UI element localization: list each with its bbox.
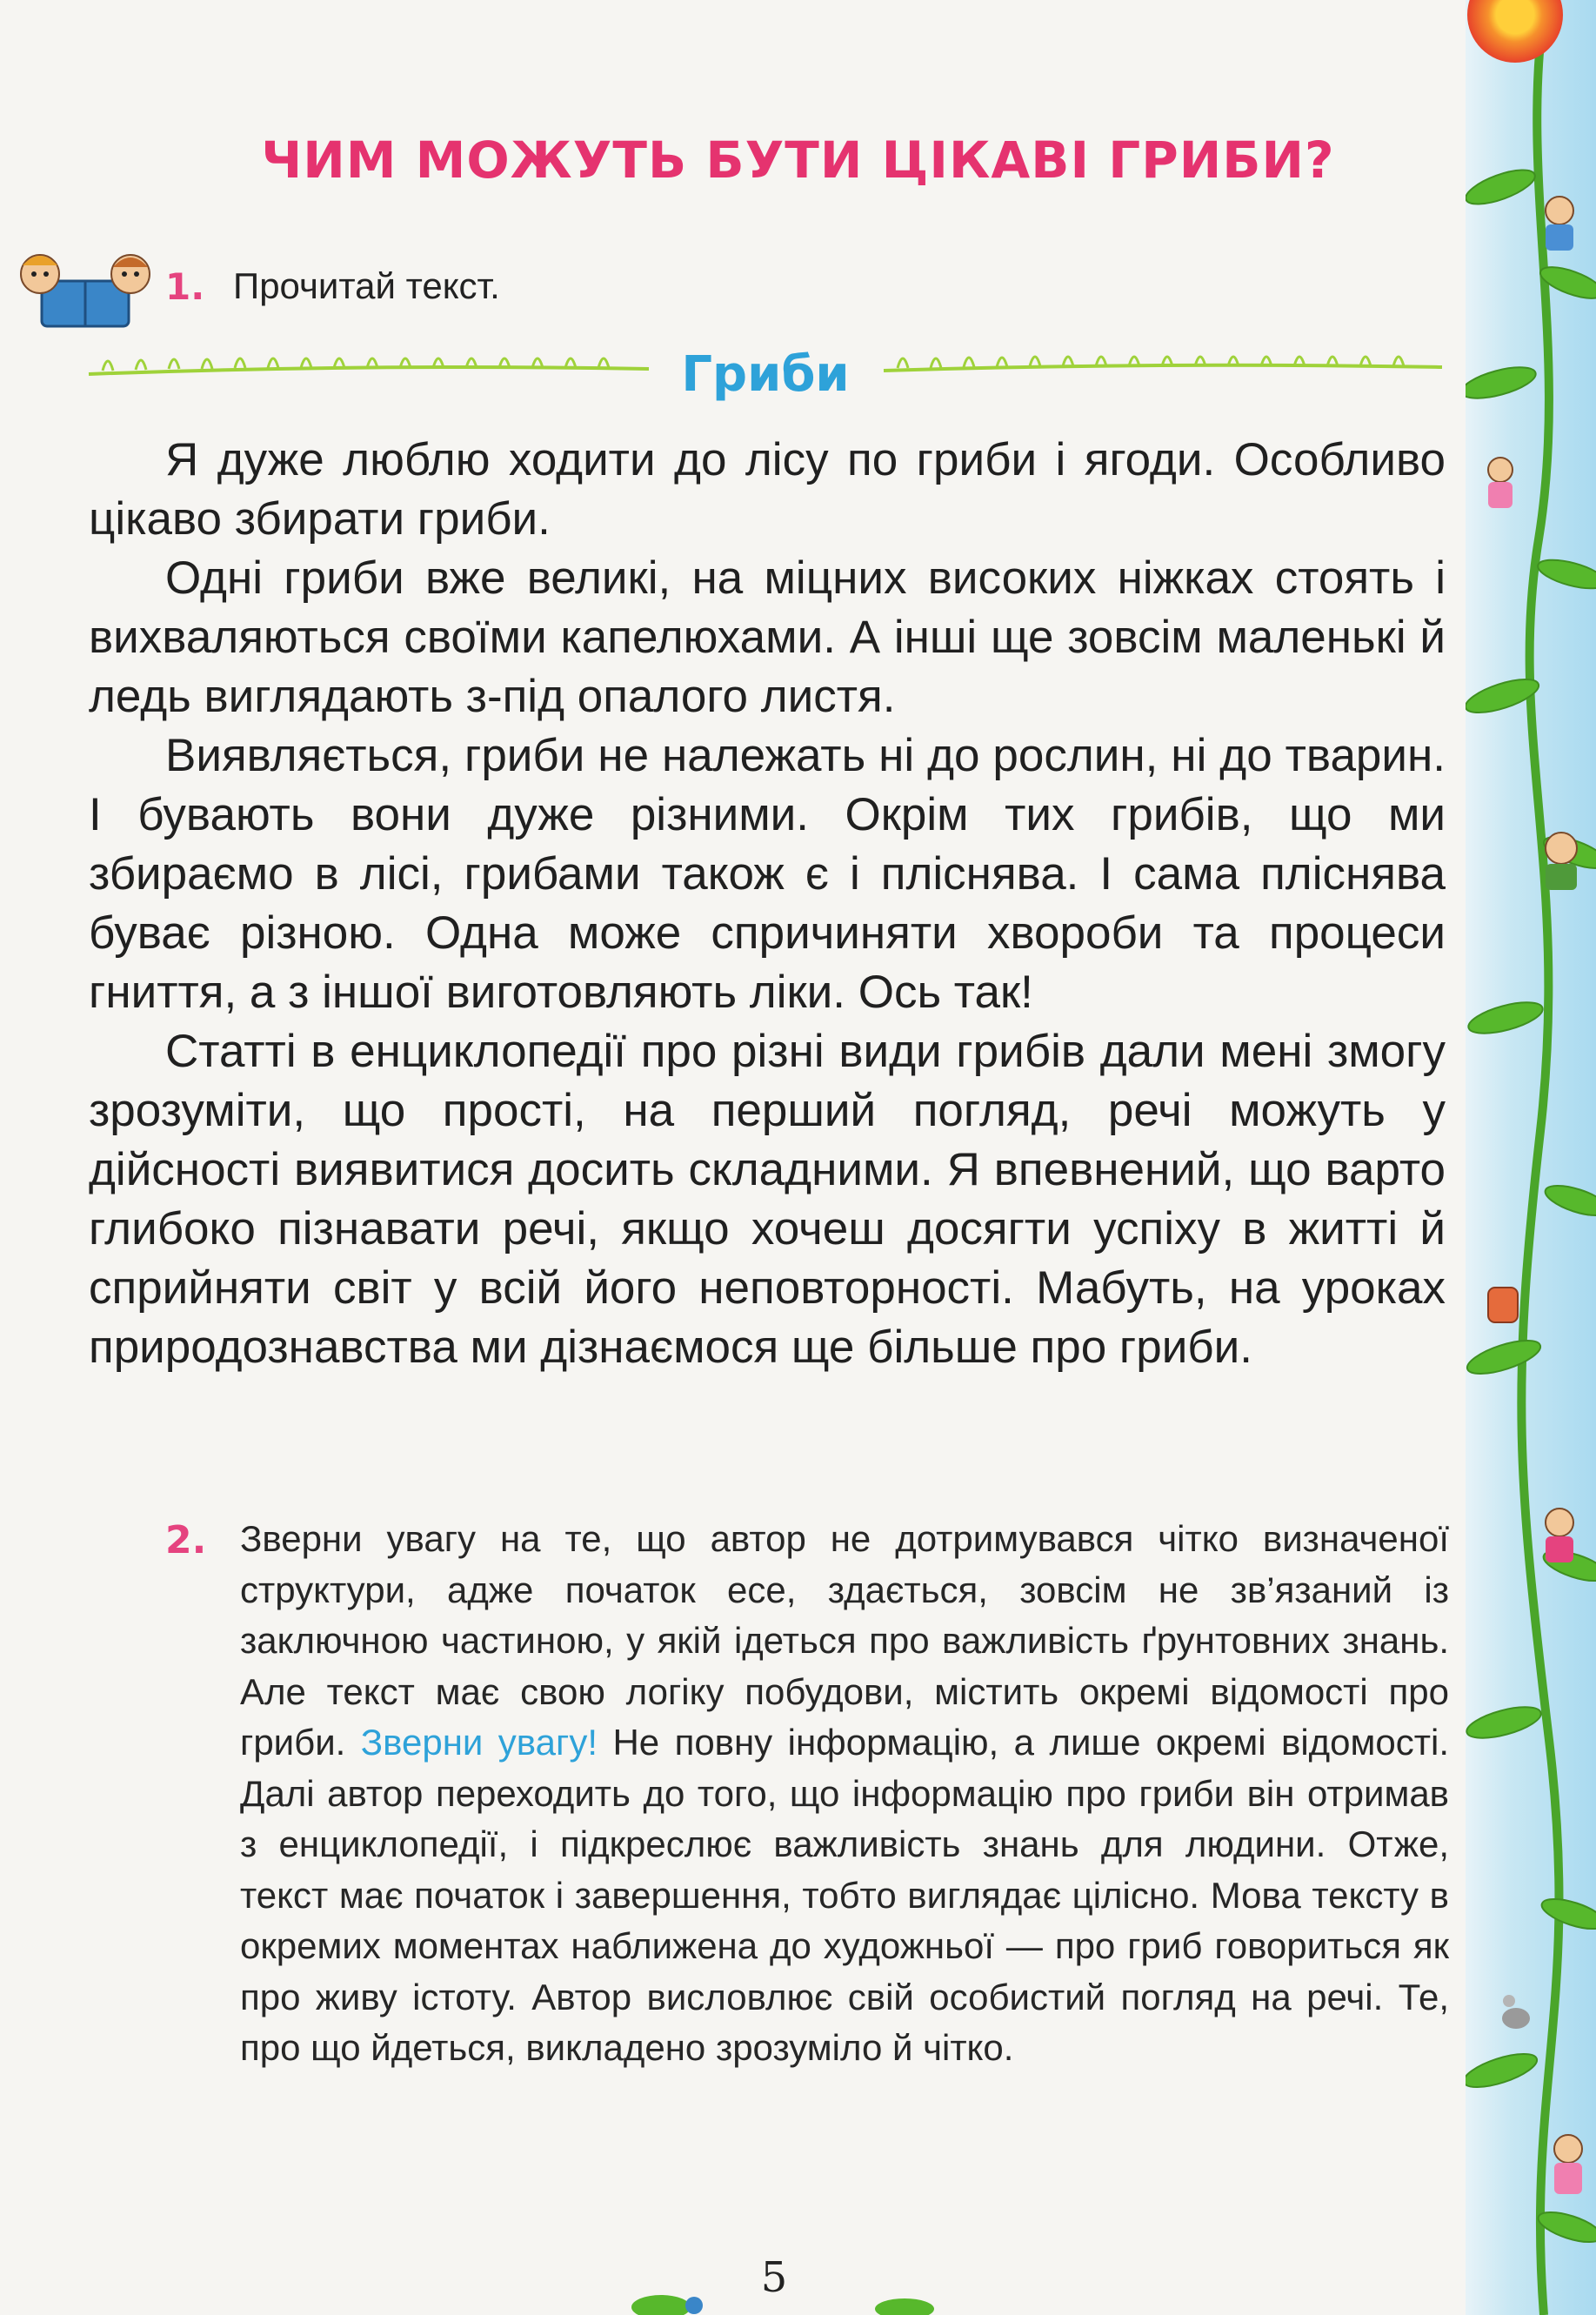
kid-figure-icon — [1546, 197, 1573, 251]
page-number: 5 — [760, 2253, 788, 2302]
bottom-decoration — [626, 2271, 939, 2315]
vine-decoration — [1466, 0, 1596, 2315]
ornament-left — [85, 339, 652, 388]
task-2-text-before: Зверни увагу на те, що автор не дотримувався чітко визначеної структури, адже початок есе, здається, зовсім не зв’язаний із заключною частиною, у якій ідеться про важливість ґрунтовних знань. Але текст має свою логіку побудови, містить окремі відомості про гриби. — [240, 1518, 1449, 1763]
task-1-number: 1. — [165, 265, 205, 308]
essay-paragraph: Виявляється, гриби не належать ні до рослин, ні до тварин. І бувають вони дуже різними. Окрім тих грибів, що ми збираємо в лісі, грибами також є і пліснява. І сама пліснява буває різною. Одна може спричиняти хвороби та процеси гниття, а з іншої виготовляють ліки. Ось так! — [89, 730, 1446, 1018]
mouse-icon — [1502, 1995, 1530, 2029]
page-title: ЧИМ МОЖУТЬ БУТИ ЦІКАВІ ГРИБИ? — [261, 130, 1335, 190]
text-heading: Гриби — [681, 346, 850, 403]
kid-figure-icon — [1488, 458, 1513, 508]
task-2-number: 2. — [165, 1518, 207, 1562]
essay-paragraph: Статті в енциклопедії про різні види грибів дали мені змогу зрозуміти, що прості, на перший погляд, речі можуть у дійсності виявитися досить складними. Я впевнений, що варто глибоко пізнавати речі, якщо хочеш досягти успіху в житті й сприйняти світ у всій його неповторності. Мабуть, на уроках природознавства ми дізнаємося ще більше про гриби. — [89, 1026, 1446, 1373]
ornament-right — [880, 339, 1446, 388]
attention-highlight: Зверни увагу! — [360, 1722, 598, 1763]
backpack-icon — [1488, 1288, 1518, 1322]
reading-kids-icon — [7, 246, 164, 333]
kid-figure-icon — [1546, 1509, 1573, 1562]
essay-paragraph: Одні гриби вже великі, на міцних високих ніжках стоять і вихваляються своїми капелюхами. А інші ще зовсім маленькі й ледь виглядають з-під опалого листя. — [89, 552, 1446, 722]
task-1-instruction: Прочитай текст. — [233, 265, 500, 306]
essay-paragraph: Я дуже люблю ходити до лісу по гриби і ягоди. Особливо цікаво збирати гриби. — [89, 434, 1446, 545]
task-2-text-after: Не повну інформацію, а лише окремі відомості. Далі автор переходить до того, що інформацію про гриби він отримав з енциклопедії, і підкреслює важливість знань для людини. Отже, текст має початок і завершення, тобто виглядає цілісно. Мова тексту в окремих моментах наближена до художньої — про гриб говориться як про живу істоту. Автор висловлює свій особистий погляд на речі. Те, про що йдеться, викладено зрозуміло й чітко. — [240, 1722, 1450, 2068]
task-2-text — [240, 1514, 1449, 2074]
essay-text — [89, 431, 1446, 1377]
kid-figure-icon — [1554, 2135, 1582, 2194]
task-2-paragraph — [240, 1514, 1449, 2074]
